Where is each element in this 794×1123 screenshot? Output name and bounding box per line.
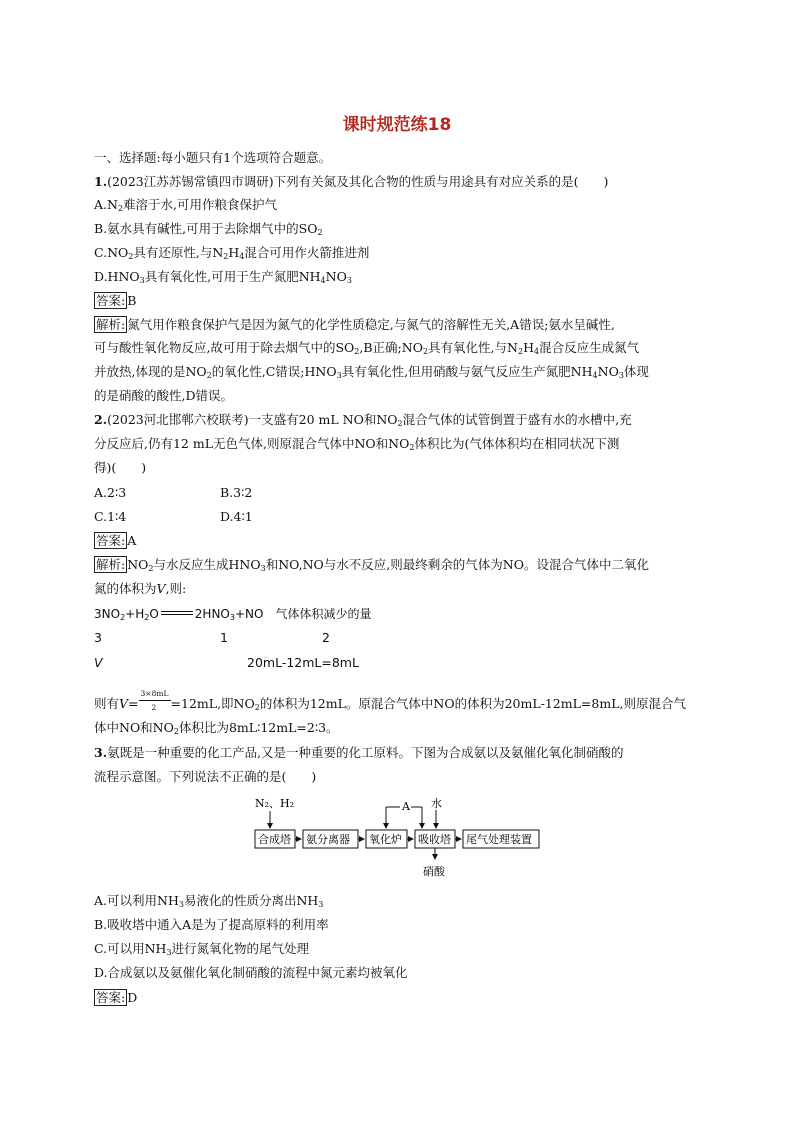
q1-stem: 1.(2023江苏苏锡常镇四市调研)下列有关氮及其化合物的性质与用途具有对应关系的是( ) bbox=[94, 174, 609, 189]
q2-stoich-row-1: 3 1 2 bbox=[94, 630, 330, 645]
water-label: 水 bbox=[431, 797, 442, 810]
q2-options-row-2 bbox=[94, 509, 253, 525]
q3-stem-line-2: 流程示意图。下列说法不正确的是( ) bbox=[94, 769, 317, 784]
q2-option-a[interactable]: A.2∶3 bbox=[94, 485, 127, 500]
q1-analysis-line-4: 的是硝酸的酸性,D错误。 bbox=[94, 388, 233, 403]
q3-option-d[interactable]: D.合成氨以及氨催化氧化制硝酸的流程中氮元素均被氧化 bbox=[94, 965, 408, 980]
q3-option-c[interactable]: C.可以用$NH_3$进行氮氧化物的尾气处理 bbox=[94, 941, 310, 957]
q2-stem-line-2: 分反应后,仍有12 mL无色气体,则原混合气体中NO和$NO_2$体积比为(气体体积均在相同状况下测 bbox=[94, 436, 620, 452]
tail-gas-unit-label: 尾气处理装置 bbox=[466, 833, 532, 846]
q2-calculation-line-1: 则有V= $\frac{3\times 8mL}{2}$ =12mL,即$NO_2$的体积为12mL。原混合气体中NO的体积为20mL-12mL=8mL,则原混合气 bbox=[94, 688, 686, 712]
stream-a-label: A bbox=[402, 800, 410, 813]
q2-analysis-line-2: 氮的体积为V,则: bbox=[94, 581, 187, 596]
q3-option-b[interactable]: B.吸收塔中通入A是为了提高原料的利用率 bbox=[94, 917, 329, 932]
q2-option-c[interactable]: C.1∶4 bbox=[94, 509, 127, 524]
q1-analysis-line-3: 并放热,体现的是$NO_2$的氧化性,C错误$;HNO_3$具有氧化性,但用硝酸与氨气反应生产氮肥$NH_4NO_3$体现 bbox=[94, 364, 649, 380]
q1-option-b[interactable]: B.氨水具有碱性,可用于去除烟气中的$SO_2$ bbox=[94, 221, 323, 237]
q1-option-c[interactable]: $C.NO_2$具有还原性,与$N_2H_4$混合可用作火箭推进剂 bbox=[94, 245, 370, 261]
analysis-label: 解析: bbox=[96, 557, 126, 572]
q2-answer: 答案: A bbox=[96, 533, 137, 548]
answer-label: 答案: bbox=[96, 533, 126, 548]
q3-answer: 答案: D bbox=[96, 990, 138, 1005]
q2-equation: $3NO_2+H_2O$ $2HNO_3+NO$ 气体体积减少的量 bbox=[94, 607, 372, 622]
q3-option-a[interactable]: A.可以利用$NH_3$易液化的性质分离出$NH_3$ bbox=[94, 893, 324, 909]
q2-analysis-line-1: 解析: $NO_2$与水反应生成$HNO_3$和NO,NO与水不反应,则最终剩余的气体为NO。设混合气体中二氧化 bbox=[96, 557, 649, 573]
q2-stoich-row-2: V 20mL-12mL=8mL bbox=[94, 655, 359, 670]
analysis-label: 解析: bbox=[96, 317, 126, 332]
equation-equals-sign bbox=[159, 608, 195, 618]
q2-option-d[interactable]: D.4∶1 bbox=[220, 509, 253, 524]
q3-stem-line-1: 3.氨既是一种重要的化工产品,又是一种重要的化工原料。下图为合成氨以及氨催化氧化制硝酸的 bbox=[94, 745, 624, 760]
q1-option-a[interactable]: $A.N_2$难溶于水,可用作粮食保护气 bbox=[94, 197, 278, 213]
oxidation-furnace-label: 氧化炉 bbox=[369, 833, 402, 846]
q2-stem-line-1: 2.(2023河北邯郸六校联考)一支盛有20 mL NO和$NO_2$混合气体的试管倒置于盛有水的水槽中,充 bbox=[94, 412, 632, 428]
section-heading: 一、选择题:每小题只有1个选项符合题意。 bbox=[94, 150, 332, 165]
q2-options-row-1 bbox=[94, 485, 253, 501]
ammonia-separator-label: 氨分离器 bbox=[306, 833, 350, 846]
q2-calculation-line-2: 体中NO和$NO_2$体积比为8mL∶12mL=2∶3。 bbox=[94, 720, 339, 736]
q2-stem-line-3: 得)( ) bbox=[94, 460, 147, 475]
answer-label: 答案: bbox=[96, 293, 126, 308]
process-flow-diagram bbox=[250, 795, 550, 885]
synthesis-tower-label: 合成塔 bbox=[258, 833, 291, 846]
page-title: 课时规范练18 bbox=[342, 115, 452, 135]
input-gases-label: N₂、H₂ bbox=[255, 797, 295, 810]
q1-answer: 答案: B bbox=[96, 293, 137, 308]
q1-analysis-line-1: 解析: 氮气用作粮食保护气是因为氮气的化学性质稳定,与氮气的溶解性无关,A错误;氨水呈碱性, bbox=[96, 317, 615, 332]
absorption-tower-label: 吸收塔 bbox=[418, 833, 451, 846]
fraction: $\frac{3\times 8mL}{2}$ bbox=[139, 698, 171, 712]
answer-label: 答案: bbox=[96, 990, 126, 1005]
q1-analysis-line-2: 可与酸性氧化物反应,故可用于除去烟气中的$SO_2,B$正确$;NO_2$具有氧化性,与$N_2H_4$混合反应生成氮气 bbox=[94, 340, 640, 356]
q1-option-d[interactable]: $D.HNO_3$具有氧化性,可用于生产氮肥$NH_4NO_3$ bbox=[94, 269, 352, 285]
nitric-acid-label: 硝酸 bbox=[423, 865, 445, 878]
q2-option-b[interactable]: B.3∶2 bbox=[220, 485, 253, 500]
